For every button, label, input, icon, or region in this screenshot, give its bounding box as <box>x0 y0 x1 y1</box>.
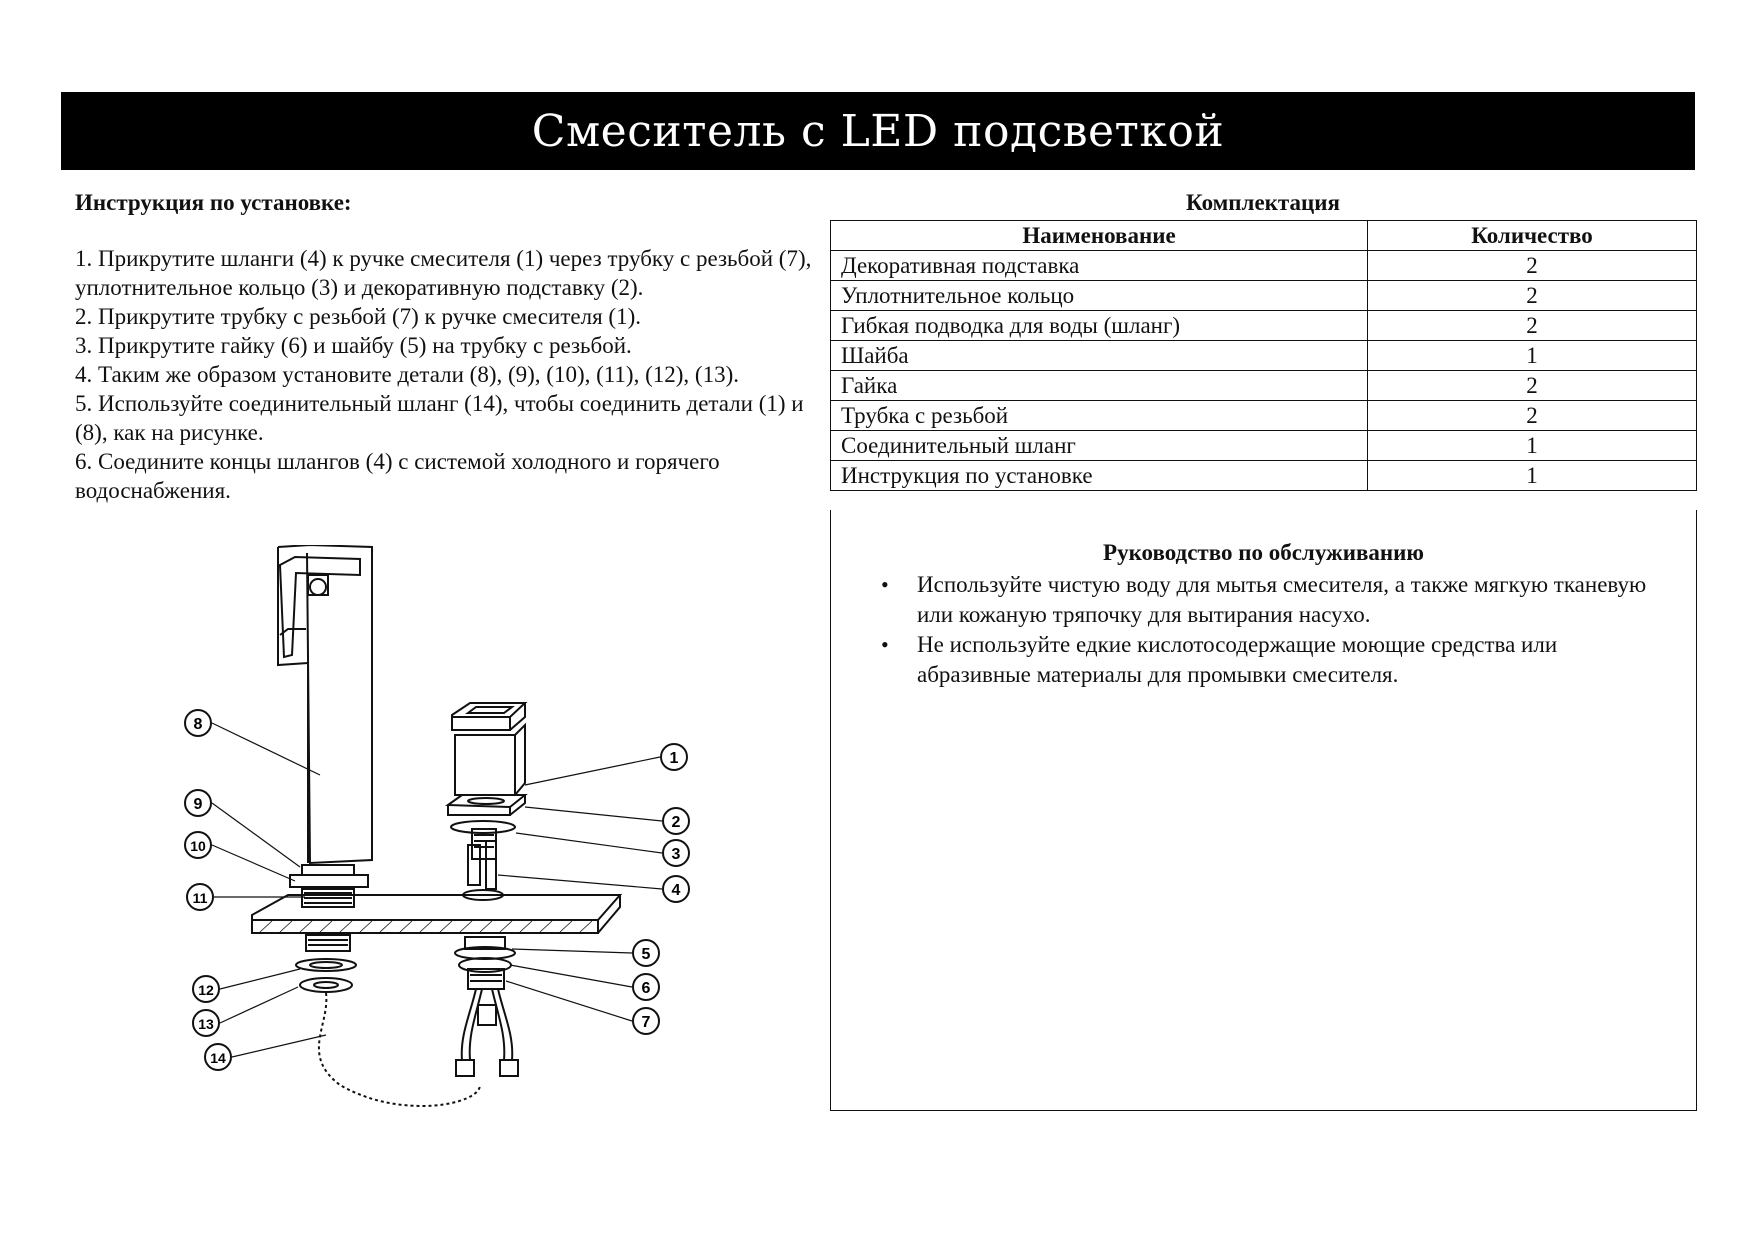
label-4 <box>663 876 689 902</box>
table-row <box>831 281 1697 311</box>
table-row <box>831 401 1697 431</box>
label-12-text: 12 <box>198 982 214 998</box>
bullet-icon: • <box>881 632 889 657</box>
label-5-text: 5 <box>641 946 651 963</box>
item-qty: 2 <box>1368 311 1697 341</box>
title-bar <box>61 92 1695 170</box>
label-2-text: 2 <box>671 814 681 831</box>
col-header-qty: Количество <box>1368 221 1697 251</box>
assembly-diagram <box>180 545 720 1115</box>
table-row <box>831 251 1697 281</box>
item-name: Шайба <box>831 341 1368 371</box>
label-1 <box>661 744 687 770</box>
install-step: 5. Используйте соединительный шланг (14), чтобы соединить детали (1) и (8), как на рисунке. <box>75 391 804 445</box>
label-4-text: 4 <box>671 882 681 899</box>
label-3 <box>663 840 689 866</box>
label-8 <box>185 710 211 736</box>
install-step: 2. Прикрутите трубку с резьбой (7) к ручке смесителя (1). <box>75 304 641 329</box>
list-item <box>881 570 1696 630</box>
maintenance-title: Руководство по обслуживанию <box>1103 540 1424 565</box>
item-name: Уплотнительное кольцо <box>831 281 1368 311</box>
label-5 <box>633 940 659 966</box>
label-9 <box>185 790 211 816</box>
maintenance-item-text: Не используйте едкие кислотосодержащие моющие средства или абразивные материалы для промывки смесителя. <box>917 632 1558 687</box>
label-12 <box>193 976 219 1002</box>
item-qty: 1 <box>1368 431 1697 461</box>
label-3-text: 3 <box>671 846 681 863</box>
label-13 <box>193 1010 219 1036</box>
label-7 <box>633 1008 659 1034</box>
table-row <box>831 311 1697 341</box>
label-13-text: 13 <box>198 1016 214 1032</box>
label-7-text: 7 <box>641 1014 651 1031</box>
kit-table <box>830 220 1697 491</box>
install-step: 4. Таким же образом установите детали (8), (9), (10), (11), (12), (13). <box>75 362 739 387</box>
label-2 <box>663 808 689 834</box>
item-name: Трубка с резьбой <box>831 401 1368 431</box>
page-title: Смеситель с LED подсветкой <box>531 105 1225 157</box>
install-steps <box>75 244 825 505</box>
install-heading: Инструкция по установке: <box>75 190 352 215</box>
label-6-text: 6 <box>641 980 651 997</box>
item-qty: 2 <box>1368 371 1697 401</box>
kit-header-row <box>831 221 1697 251</box>
maintenance-item-text: Используйте чистую воду для мытья смесителя, а также мягкую тканевую или кожаную тряпочку для вытирания насухо. <box>917 572 1647 627</box>
item-name: Гибкая подводка для воды (шланг) <box>831 311 1368 341</box>
item-qty: 1 <box>1368 461 1697 491</box>
install-section <box>75 190 825 505</box>
bullet-icon: • <box>881 572 889 597</box>
install-step: 6. Соедините концы шлангов (4) с системой холодного и горячего водоснабжения. <box>75 449 720 503</box>
label-10 <box>185 832 211 858</box>
table-row <box>831 461 1697 491</box>
item-qty: 2 <box>1368 281 1697 311</box>
label-14-text: 14 <box>210 1050 226 1066</box>
label-8-text: 8 <box>193 716 203 733</box>
kit-title: Комплектация <box>1186 190 1340 215</box>
label-1-text: 1 <box>669 750 679 767</box>
label-9-text: 9 <box>193 796 203 813</box>
list-item <box>881 630 1696 690</box>
label-14 <box>205 1044 231 1070</box>
item-name: Декоративная подставка <box>831 251 1368 281</box>
install-step: 3. Прикрутите гайку (6) и шайбу (5) на трубку с резьбой. <box>75 333 632 358</box>
diagram-labels <box>185 710 689 1070</box>
item-qty: 1 <box>1368 341 1697 371</box>
table-row <box>831 341 1697 371</box>
col-header-name: Наименование <box>831 221 1368 251</box>
item-name: Инструкция по установке <box>831 461 1368 491</box>
label-11 <box>187 884 213 910</box>
label-10-text: 10 <box>190 838 206 854</box>
maintenance-box <box>830 510 1697 1111</box>
label-6 <box>633 974 659 1000</box>
install-step: 1. Прикрутите шланги (4) к ручке смесителя (1) через трубку с резьбой (7), уплотнительное кольцо (3) и декоративную подставку (2). <box>75 246 812 300</box>
table-row <box>831 371 1697 401</box>
item-name: Гайка <box>831 371 1368 401</box>
item-name: Соединительный шланг <box>831 431 1368 461</box>
item-qty: 2 <box>1368 251 1697 281</box>
maintenance-list <box>831 570 1696 690</box>
label-11-text: 11 <box>192 890 208 906</box>
table-row <box>831 431 1697 461</box>
item-qty: 2 <box>1368 401 1697 431</box>
